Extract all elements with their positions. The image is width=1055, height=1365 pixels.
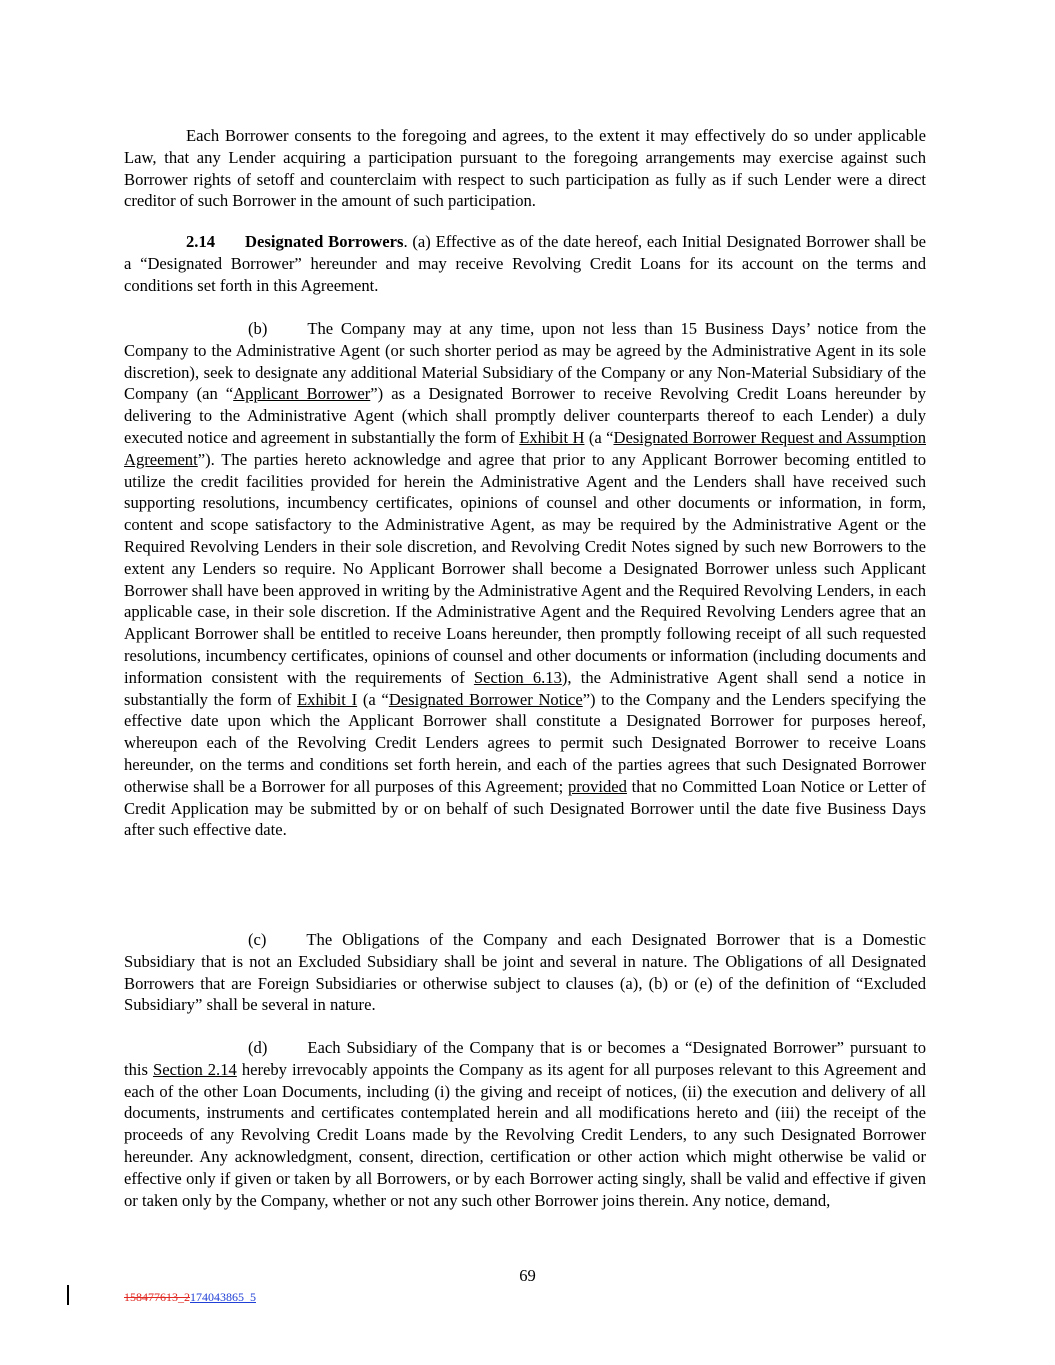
paragraph-b-text: (a “ — [584, 427, 614, 447]
paragraph-d-text: hereby irrevocably appoints the Company as its agent for all purposes relevant to this Agreement and each of the other Loan Documents, including (i) the giving and receipt of notices, (ii) the execution and delivery of all documents, instruments and certificates contemplated herein and all modifications hereto and (iii) the receipt of the proceeds of any Revolving Credit Loans made by the Revolving Credit Lenders, to any such Designated Borrower hereunder. Any acknowledgment, consent, direction, certification or other action which might otherwise be valid or effective only if given or taken by all Borrowers, or by each Borrower acting singly, shall be valid and effective if given or taken only by the Company, whether or not any such other Borrower joins therein. Any notice, demand, — [124, 1059, 927, 1210]
section-number: 2.14 — [186, 232, 216, 251]
paragraph-d — [124, 1037, 926, 1211]
revision-change-bar — [67, 1285, 69, 1305]
defined-term-designated-borrower-notice: Designated Borrower Notice — [388, 689, 583, 709]
paragraph-b — [124, 318, 926, 841]
paragraph-b-text: (a “ — [357, 689, 389, 709]
paragraph-d-text: Each Subsidiary of the Company that is or becomes a “Designated Borrower” pursuant to this — [124, 1038, 926, 1079]
defined-term-request-agreement: Designated Borrower Request and Assumption Agreement — [124, 427, 926, 469]
page-number: 69 — [519, 1266, 536, 1285]
section-6-13-reference: Section 6.13 — [473, 667, 562, 687]
exhibit-h-reference: Exhibit H — [519, 427, 585, 447]
paragraph-d-label: (d) — [248, 1038, 268, 1057]
paragraph-b-text: ”) as a Designated Borrower to receive Revolving Credit Loans hereunder by delivering to the Administrative Agent (which shall promptly deliver counterparts thereof to each Lender) a duly executed notice and agreement in substantially the form of — [124, 384, 927, 447]
paragraph-b-text: that no Committed Loan Notice or Letter of Credit Application may be submitted by or on behalf of such Designated Borrower until the date five Business Days after such effective date. — [124, 776, 926, 840]
section-2-14-paragraph-a — [124, 231, 926, 296]
paragraph-b-text: The Company may at any time, upon not less than 15 Business Days’ notice from the Company to the Administrative Agent (or such shorter period as may be agreed by the Administrative Agent in its sole discretion), seek to designate any additional Material Subsidiary of the Company or any Non-Material Subsidiary of the Company (an “ — [124, 319, 926, 404]
paragraph-b-text: ”) to the Company and the Lenders specifying the effective date upon which the Applicant Borrower shall constitute a Designated Borrower for purposes hereof, whereupon each of the Revolving Credit Lenders agrees to permit such Designated Borrower to receive Loans hereunder, on the terms and conditions set forth herein, and each of the parties agrees that such Designated Borrower otherwise shall be a Borrower for all purposes of this Agreement; — [124, 689, 926, 796]
defined-term-applicant-borrower: Applicant Borrower — [233, 384, 371, 404]
paragraph-c-label: (c) — [248, 930, 267, 949]
section-title: Designated Borrowers — [245, 232, 404, 251]
provided-term: provided — [567, 776, 627, 796]
paragraph-a-text: (a) Effective as of the date hereof, each Initial Designated Borrower shall be a “Designated Borrower” hereunder and may receive Revolving Credit Loans for its account on the terms and conditions set forth in this Agreement. — [124, 232, 926, 295]
section-2-14-reference: Section 2.14 — [152, 1059, 237, 1079]
paragraph-b-text: ”). The parties hereto acknowledge and agree that prior to any Applicant Borrower becoming entitled to utilize the credit facilities provided for herein the Administrative Agent and the Lenders shall have received such supporting resolutions, incumbency certificates, opinions of counsel and other documents or information, in form, content and scope satisfactory to the Administrative Agent, as may be required by the Administrative Agent or the Required Revolving Lenders in their sole discretion, and Revolving Credit Notes signed by such new Borrowers to the extent any Lenders so require. No Applicant Borrower shall become a Designated Borrower unless such Applicant Borrower shall have been approved in writing by the Administrative Agent and the Required Revolving Lenders, in each applicable case, in their sole discretion. If the Administrative Agent and the Required Revolving Lenders agree that an Applicant Borrower shall be entitled to receive Loans hereunder, then promptly following receipt of all such requested resolutions, incumbency certificates, opinions of counsel and other documents or information (including documents and information consistent with the requirements of — [124, 449, 926, 687]
consent-paragraph: Each Borrower consents to the foregoing and agrees, to the extent it may effectively do so under applicable Law, that any Lender acquiring a participation pursuant to the foregoing arrangements may exercise against such Borrower rights of setoff and counterclaim with respect to such participation as fully as if such Lender were a direct creditor of such Borrower in the amount of such participation. — [124, 126, 926, 211]
document-id — [124, 1290, 256, 1304]
paragraph-b-text: ), the Administrative Agent shall send a notice in substantially the form of — [124, 667, 926, 709]
paragraph-c-text: The Obligations of the Company and each Designated Borrower that is a Domestic Subsidiary that is not an Excluded Subsidiary shall be joint and several in nature. The Obligations of all Designated Borrowers that are Foreign Subsidiaries or otherwise subject to clauses (a), (b) or (e) of the definition of “Excluded Subsidiary” shall be several in nature. — [124, 930, 926, 1015]
document-id-inserted: 174043865_5 — [190, 1290, 256, 1304]
section-title-punct: . — [403, 232, 408, 251]
exhibit-i-reference: Exhibit I — [297, 689, 358, 709]
paragraph-c — [124, 929, 926, 1016]
document-id-deleted: 158477613_2 — [124, 1290, 190, 1304]
paragraph-b-label: (b) — [248, 319, 268, 338]
